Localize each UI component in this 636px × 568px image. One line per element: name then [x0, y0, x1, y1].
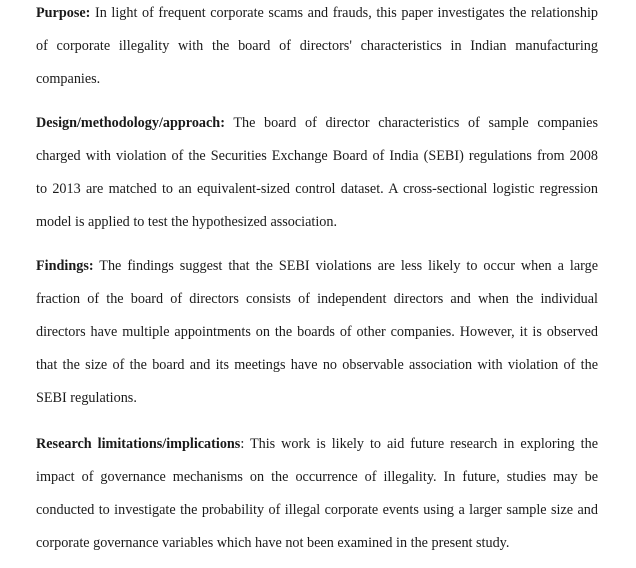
paragraph-line: fraction of the board of directors consists of independent directors and when the individual [36, 291, 598, 307]
section-heading: Research limitations/implications [36, 436, 241, 452]
section-heading: Design/methodology/approach: [36, 115, 225, 131]
paragraph-text: In light of frequent corporate scams and frauds, this paper investigates the relationship [90, 5, 598, 21]
paragraph-line [36, 250, 598, 283]
paragraph-line: that the size of the board and its meetings have no observable association with violation of the [36, 357, 598, 373]
paragraph-line: of corporate illegality with the board of directors' characteristics in Indian manufacturing [36, 38, 598, 54]
paragraph-line [36, 0, 598, 30]
paragraph-line: charged with violation of the Securities Exchange Board of India (SEBI) regulations from 2008 [36, 148, 598, 164]
findings-paragraph [36, 250, 598, 415]
paragraph-line: SEBI regulations. [36, 390, 137, 406]
section-heading: Findings: [36, 258, 94, 274]
paragraph-line [36, 107, 598, 140]
paragraph-line: corporate governance variables which have not been examined in the present study. [36, 535, 510, 551]
research-limitations-paragraph [36, 428, 598, 560]
paragraph-line: model is applied to test the hypothesized association. [36, 214, 338, 230]
purpose-paragraph [36, 0, 598, 96]
paragraph-text: The findings suggest that the SEBI violations are less likely to occur when a large [93, 258, 598, 274]
paragraph-line [36, 428, 598, 461]
paragraph-line: to 2013 are matched to an equivalent-sized control dataset. A cross-sectional logistic regression [36, 181, 598, 197]
paragraph-text: : This work is likely to aid future research in exploring the [240, 436, 598, 452]
paragraph-line: impact of governance mechanisms on the occurrence of illegality. In future, studies may be [36, 469, 598, 485]
design-methodology-paragraph [36, 107, 598, 239]
paragraph-line: companies. [36, 71, 101, 87]
paragraph-line: conducted to investigate the probability of illegal corporate events using a larger sample size and [36, 502, 598, 518]
paragraph-text: The board of director characteristics of sample companies [224, 115, 598, 131]
paragraph-line: directors have multiple appointments on the boards of other companies. However, it is observed [36, 324, 598, 340]
section-heading: Purpose: [36, 5, 91, 21]
